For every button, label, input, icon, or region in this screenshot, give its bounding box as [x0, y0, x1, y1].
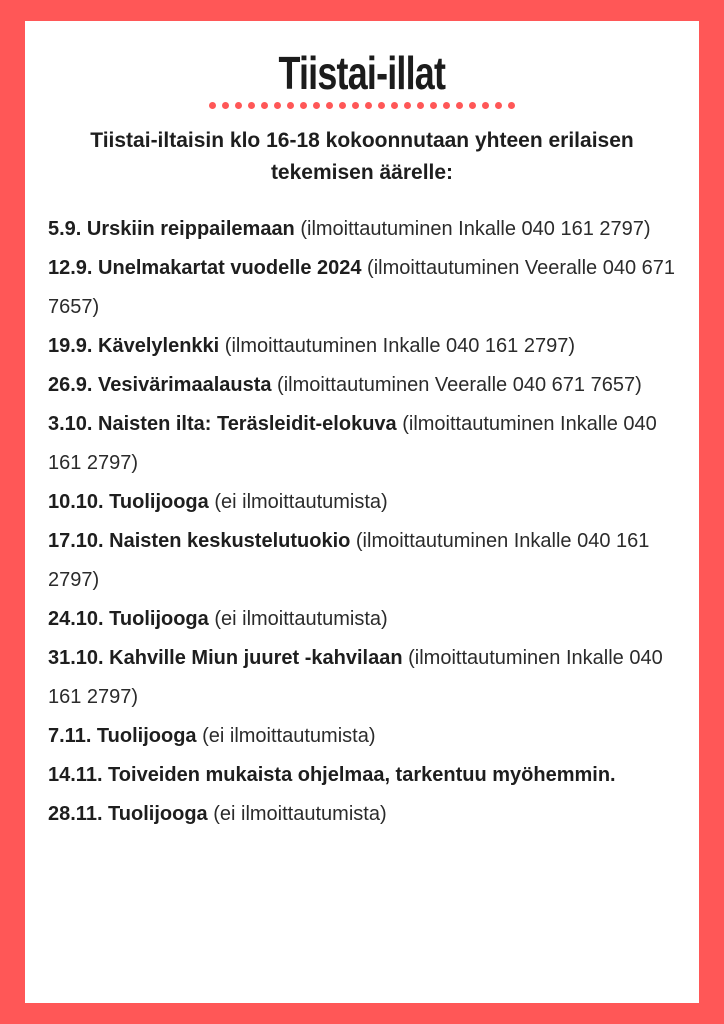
event-date-title: 10.10. Tuolijooga	[48, 490, 209, 513]
dot	[222, 102, 229, 109]
event-item	[48, 327, 676, 366]
event-details: (ei ilmoittautumista)	[208, 607, 388, 630]
event-item	[48, 639, 676, 717]
event-details: (ilmoittautuminen Veeralle 040 671 7657)	[271, 373, 642, 396]
event-date-title: 7.11. Tuolijooga	[48, 724, 197, 747]
event-item	[48, 483, 676, 522]
dotted-divider	[46, 102, 678, 110]
dot	[417, 102, 424, 109]
dot	[352, 102, 359, 109]
dot	[456, 102, 463, 109]
flyer-card	[25, 21, 699, 1003]
event-item	[48, 795, 676, 834]
dot	[339, 102, 346, 109]
event-item	[48, 756, 676, 795]
event-item	[48, 366, 676, 405]
dot	[430, 102, 437, 109]
event-details: (ilmoittautuminen Inkalle 040 161 2797)	[219, 334, 576, 357]
event-date-title: 28.11. Tuolijooga	[48, 802, 208, 825]
dot	[261, 102, 268, 109]
event-date-title: 26.9. Vesivärimaalausta	[48, 373, 272, 396]
dot	[482, 102, 489, 109]
dot	[391, 102, 398, 109]
event-date-title: 31.10. Kahville Miun juuret -kahvilaan	[48, 646, 403, 669]
dot	[469, 102, 476, 109]
dot	[378, 102, 385, 109]
dot	[443, 102, 450, 109]
event-item	[48, 522, 676, 600]
dot	[508, 102, 515, 109]
event-details: (ei ilmoittautumista)	[208, 490, 388, 513]
event-details: (ilmoittautuminen Inkalle 040 161 2797)	[48, 646, 663, 708]
dot	[495, 102, 502, 109]
event-item	[48, 249, 676, 327]
event-item	[48, 600, 676, 639]
dot	[404, 102, 411, 109]
event-date-title: 12.9. Unelmakartat vuodelle 2024	[48, 256, 362, 279]
dot	[313, 102, 320, 109]
dot	[209, 102, 216, 109]
page-title	[46, 49, 678, 99]
dot	[235, 102, 242, 109]
event-details: (ilmoittautuminen Inkalle 040 161 2797)	[294, 217, 651, 240]
event-item	[48, 717, 676, 756]
event-details: (ilmoittautuminen Inkalle 040 161 2797)	[48, 412, 657, 474]
dot	[248, 102, 255, 109]
event-date-title: 17.10. Naisten keskustelutuokio	[48, 529, 351, 552]
dot	[287, 102, 294, 109]
event-details: (ei ilmoittautumista)	[196, 724, 376, 747]
event-item	[48, 210, 676, 249]
event-list	[46, 210, 678, 834]
dot	[365, 102, 372, 109]
page-title-text: Tiistai-illat	[278, 47, 446, 99]
event-date-title: 14.11. Toiveiden mukaista ohjelmaa, tarkentuu myöhemmin.	[48, 763, 616, 786]
event-details: (ilmoittautuminen Veeralle 040 671 7657)	[48, 256, 676, 318]
event-details: (ei ilmoittautumista)	[207, 802, 387, 825]
event-date-title: 24.10. Tuolijooga	[48, 607, 209, 630]
event-date-title: 19.9. Kävelylenkki	[48, 334, 220, 357]
subtitle: Tiistai-iltaisin klo 16-18 kokoonnutaan yhteen erilaisen tekemisen äärelle:	[90, 128, 634, 184]
dot	[300, 102, 307, 109]
event-details: (ilmoittautuminen Inkalle 040 161 2797)	[48, 529, 650, 591]
event-date-title: 3.10. Naisten ilta: Teräsleidit-elokuva	[48, 412, 397, 435]
event-date-title: 5.9. Urskiin reippailemaan	[48, 217, 295, 240]
dot	[274, 102, 281, 109]
dot	[326, 102, 333, 109]
event-item	[48, 405, 676, 483]
